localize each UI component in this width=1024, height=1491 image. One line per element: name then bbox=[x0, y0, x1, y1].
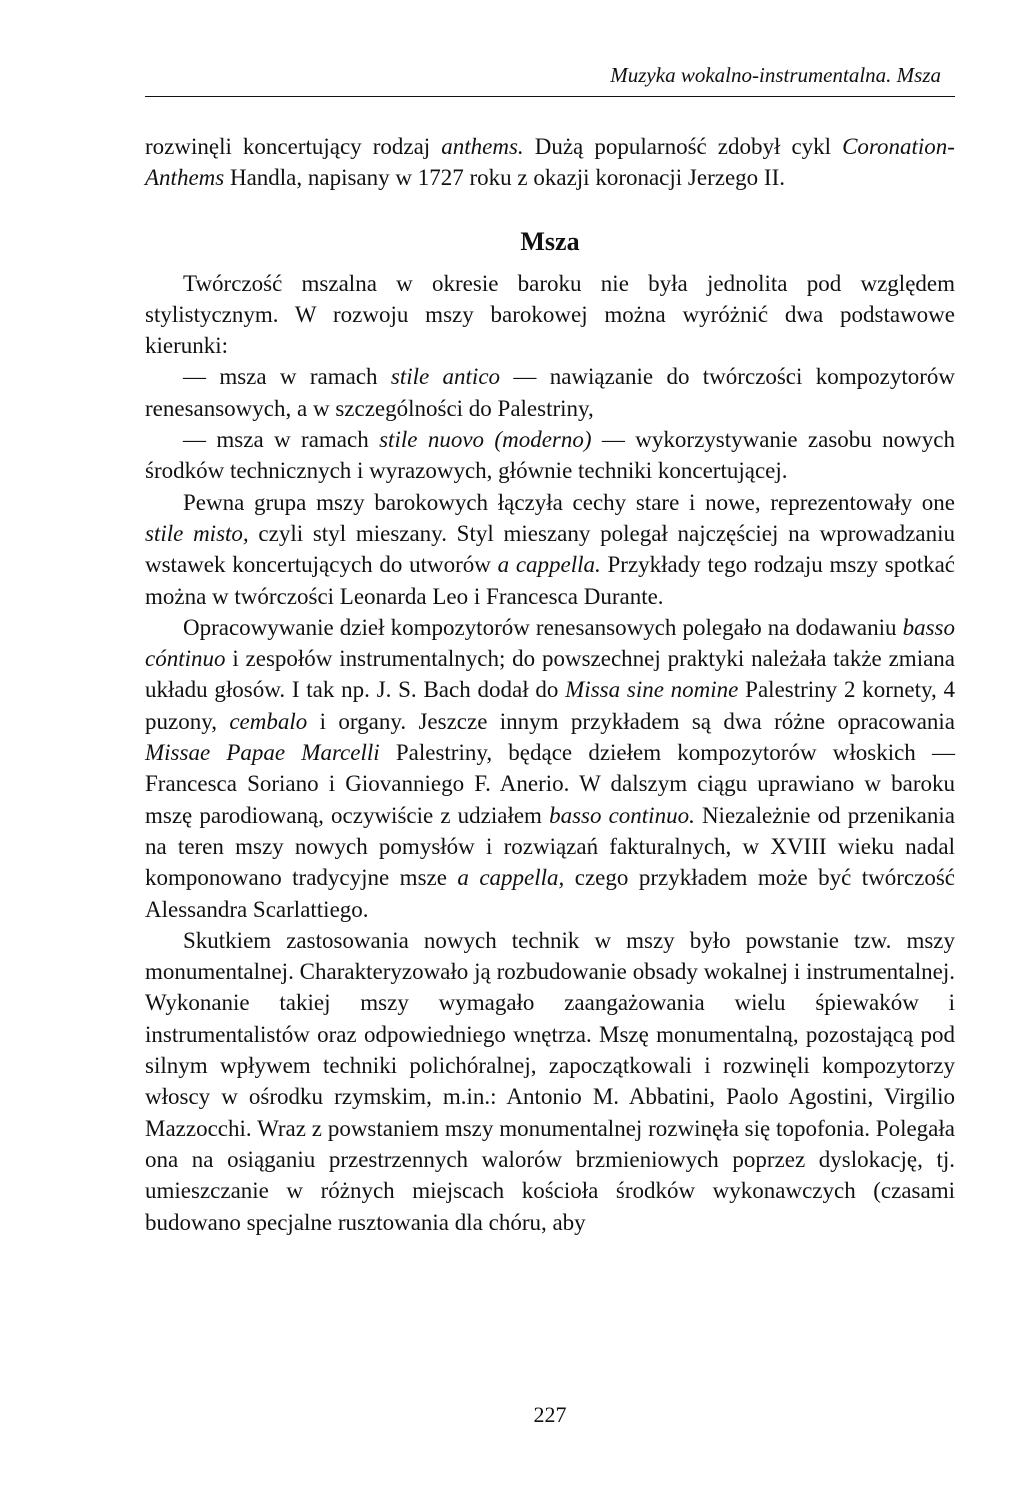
text-run: Palestriny 2 kornety, 4 puzony, bbox=[145, 677, 955, 734]
italic-term: Coronation-Anthems bbox=[145, 134, 955, 191]
list-item-stile-antico bbox=[145, 361, 955, 424]
text-run: — nawiązanie do twórczości kompozytorów renesansowych, a w szczególności do Palestriny, bbox=[145, 364, 955, 421]
italic-term: basso continuo. bbox=[549, 802, 695, 828]
text-run: Pewna grupa mszy barokowych łączyła cechy stare i nowe, reprezentowały one bbox=[183, 489, 955, 515]
list-item-stile-nuovo bbox=[145, 424, 955, 487]
text-run: — wykorzystywanie zasobu nowych środków technicznych i wyrazowych, głównie techniki koncertującej. bbox=[145, 427, 955, 484]
italic-term: stile misto, bbox=[145, 520, 249, 546]
italic-term: a cappella. bbox=[497, 552, 601, 578]
text-run: Dużą popularność zdobył cykl bbox=[523, 134, 843, 159]
paragraph-monumental-mass: Skutkiem zastosowania nowych technik w mszy było powstanie tzw. mszy monumentalnej. Charakteryzowało ją rozbudowanie obsady wokalnej i instrumentalnej. Wykonanie takiej mszy wymagało zaangażowania wielu śpiewaków i instrumentalistów oraz odpowiedniego wnętrza. Mszę monumentalną, pozostającą pod silnym wpływem techniki polichóralnej, zapoczątkowali i rozwinęli kompozytorzy włoscy w ośrodku rzymskim, m.in.: Antonio M. Abbatini, Paolo Agostini, Virgilio Mazzocchi. Wraz z powstaniem mszy monumentalnej rozwinęła się topofonia. Polegała ona na osiąganiu przestrzennych walorów brzmieniowych poprzez dyslokację, tj. umieszczanie w różnych miejscach kościoła środków wykonawczych (czasami budowano specjalne rusztowania dla chóru, aby bbox=[145, 927, 955, 1235]
italic-term: Missa sine nomine bbox=[565, 677, 739, 703]
paragraph-continuation bbox=[145, 131, 955, 194]
text-run: i zespołów instrumentalnych; do powszechnej praktyki należała także zmiana układu głosów. I tak np. J. S. Bach dodał do bbox=[145, 646, 955, 703]
text-run: rozwinęli koncertujący rodzaj bbox=[145, 134, 442, 159]
text-run: — msza w ramach bbox=[183, 364, 391, 390]
section-heading: Msza bbox=[520, 226, 580, 256]
page-body bbox=[145, 131, 955, 1238]
header-rule bbox=[145, 96, 955, 97]
italic-term: Missae Papae Marcelli bbox=[145, 740, 380, 766]
text-run: — msza w ramach bbox=[183, 427, 380, 453]
paragraph-renaissance-arrangements bbox=[145, 612, 955, 925]
text-run: Palestriny, będące dziełem kompozytorów włoskich — Francesca Soriano i Giovanniego F. Anerio. W dalszym ciągu uprawiano w baroku mszę parodiowaną, oczywiście z udziałem bbox=[145, 740, 955, 828]
italic-term: stile antico bbox=[390, 364, 501, 390]
italic-term: basso cóntinuo bbox=[145, 614, 955, 672]
text-run: i organy. Jeszcze innym przykładem są dwa różne opracowania bbox=[307, 708, 956, 734]
text-run: Przykłady tego rodzaju mszy spotkać można w twórczości Leonarda Leo i Francesca Durante. bbox=[145, 552, 955, 609]
italic-term: stile nuovo (moderno) bbox=[379, 427, 592, 453]
running-head bbox=[145, 62, 955, 88]
paragraph-intro: Twórczość mszalna w okresie baroku nie była jednolita pod względem stylistycznym. W rozwoju mszy barokowej można wyróżnić dwa podstawowe kierunki: bbox=[145, 270, 955, 359]
running-head-title: Muzyka wokalno-instrumentalna. Msza bbox=[610, 63, 941, 87]
text-run: Opracowywanie dzieł kompozytorów renesansowych polegało na dodawaniu bbox=[183, 614, 903, 640]
paragraph-stile-misto bbox=[145, 487, 955, 612]
page-number: 227 bbox=[533, 1402, 567, 1427]
italic-term: cembalo bbox=[229, 708, 308, 734]
italic-term: a cappella, bbox=[457, 865, 565, 891]
italic-term: anthems. bbox=[441, 134, 524, 159]
text-run: czyli styl mieszany. Styl mieszany polegał najczęściej na wprowadzaniu wstawek koncertujących do utworów bbox=[145, 520, 955, 578]
text-run: Handla, napisany w 1727 roku z okazji koronacji Jerzego II. bbox=[224, 165, 785, 191]
text-run: Niezależnie od przenikania na teren mszy nowych pomysłów i rozwiązań fakturalnych, w XVIII wieku nadal komponowano tradycyjne msze bbox=[145, 802, 955, 891]
text-run: czego przykładem może być twórczość Alessandra Scarlattiego. bbox=[145, 865, 955, 922]
